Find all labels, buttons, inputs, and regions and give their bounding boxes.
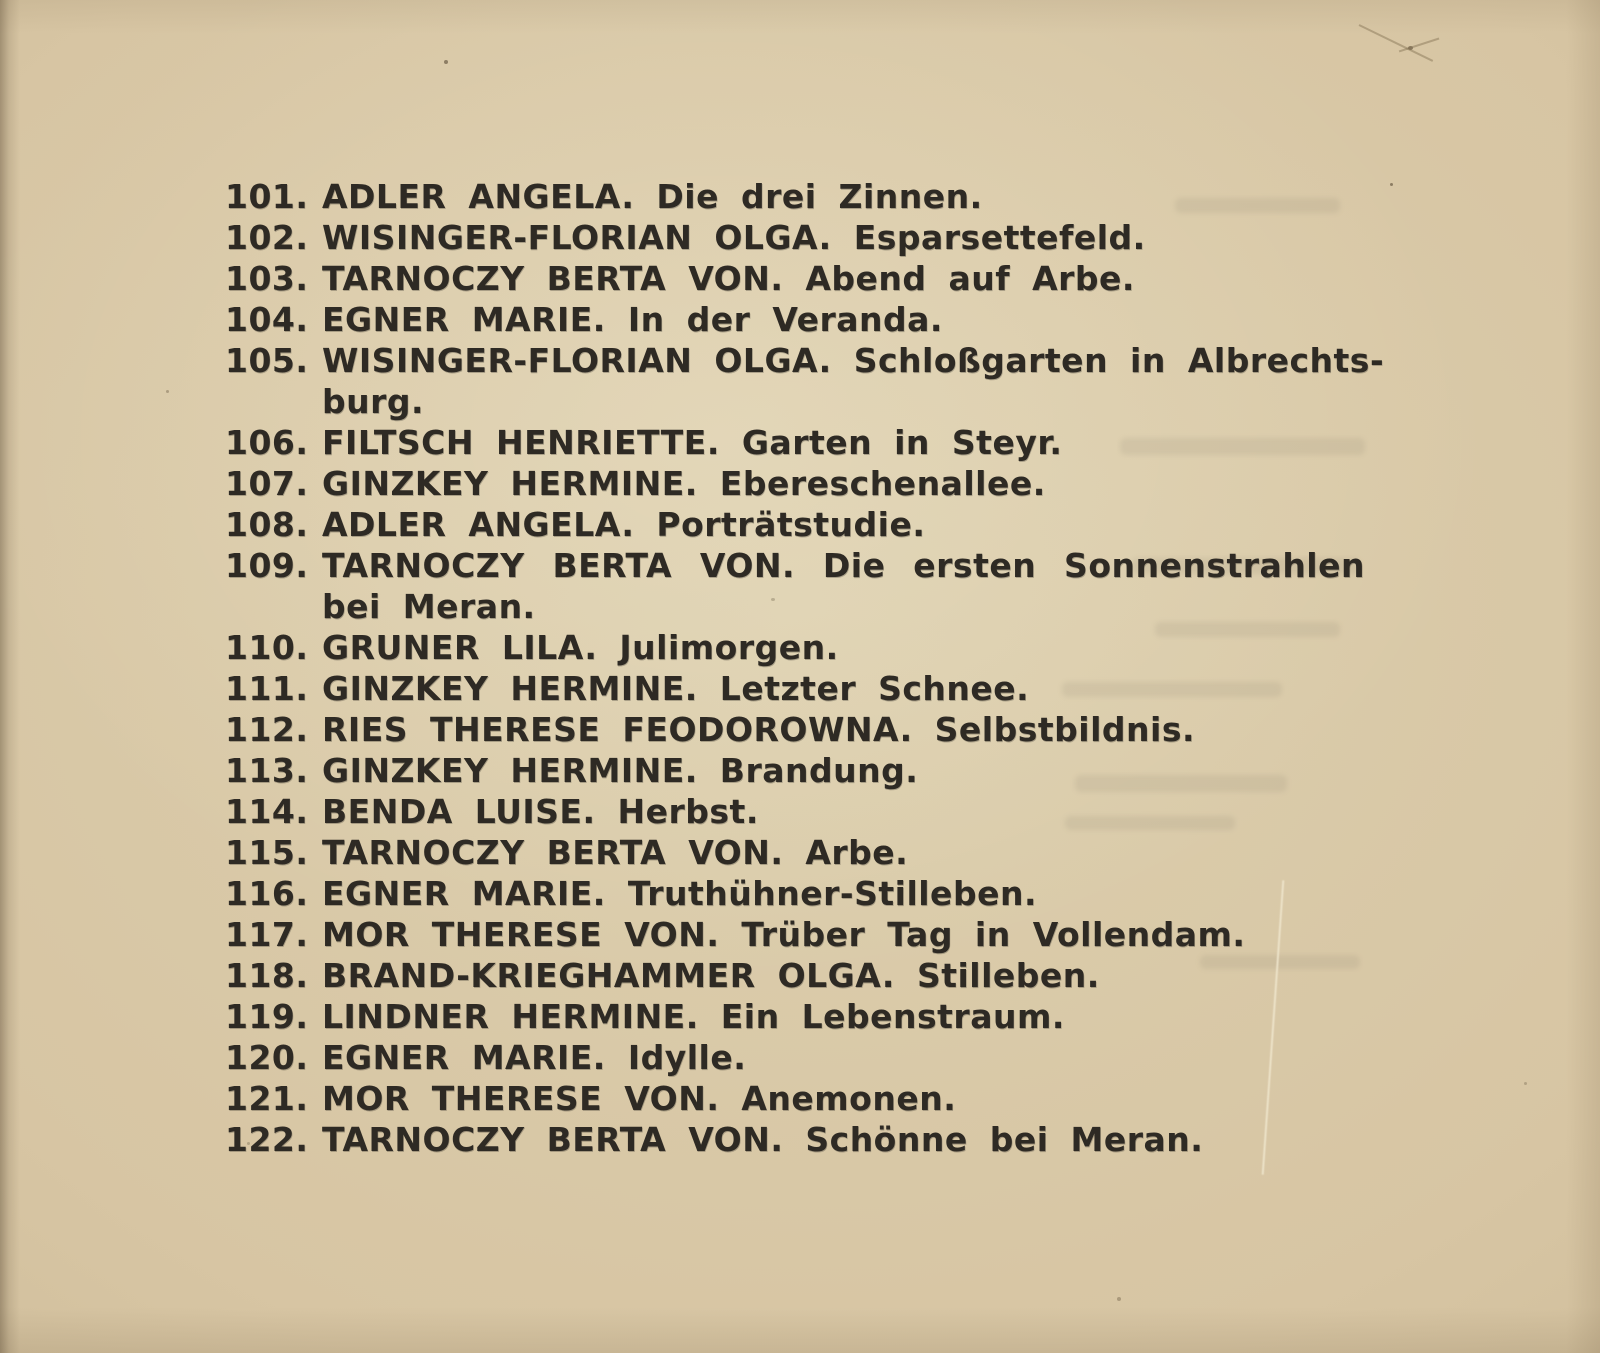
entry-text (322, 750, 1365, 791)
entry-number: 119. (225, 997, 309, 1036)
entry-number: 103. (225, 259, 309, 298)
entry-number: 114. (225, 792, 309, 831)
artwork-title: Truthühner-Stilleben. (605, 874, 1037, 913)
list-item (225, 873, 1365, 914)
artwork-title: Porträtstudie. (634, 505, 926, 544)
artwork-title: Ein Lebenstraum. (698, 997, 1065, 1036)
artwork-title: Garten in Steyr. (719, 423, 1063, 462)
entry-text (322, 1037, 1365, 1078)
artwork-title: In der Veranda. (605, 300, 943, 339)
artwork-title: Herbst. (595, 792, 759, 831)
list-item (225, 791, 1365, 832)
entry-text (322, 176, 1365, 217)
list-item (225, 914, 1365, 955)
artwork-title: Esparsettefeld. (831, 218, 1146, 257)
scratch-mark (1399, 38, 1439, 52)
paper-speck (1117, 1297, 1121, 1301)
list-item (225, 340, 1385, 422)
entry-number: 121. (225, 1079, 309, 1118)
entry-text (322, 996, 1365, 1037)
artwork-title: Julimorgen. (597, 628, 839, 667)
entry-text (322, 709, 1365, 750)
artist-name: BRAND-KRIEGHAMMER OLGA. (322, 956, 895, 995)
artist-name: LINDNER HERMINE. (322, 997, 699, 1036)
list-item (225, 709, 1365, 750)
artwork-title: Ebereschenallee. (697, 464, 1046, 503)
list-item (225, 668, 1365, 709)
entry-text (322, 340, 1385, 422)
entry-number: 101. (225, 177, 309, 216)
entry-number: 105. (225, 341, 309, 380)
entry-text (322, 299, 1365, 340)
artist-name: ADLER ANGELA. (322, 177, 635, 216)
paper-speck (166, 390, 169, 393)
artist-name: WISINGER-FLORIAN OLGA. (322, 218, 832, 257)
entry-number: 108. (225, 505, 309, 544)
entry-line-continuation: burg. (322, 382, 425, 421)
artist-name: TARNOCZY BERTA VON. (322, 833, 784, 872)
artist-name: MOR THERESE VON. (322, 915, 720, 954)
entry-text (322, 832, 1365, 873)
entry-text (322, 668, 1365, 709)
list-item (225, 1078, 1365, 1119)
entry-text (322, 873, 1365, 914)
entry-line: WISINGER-FLORIAN OLGA. Schloßgarten in Albrechts- (322, 341, 1385, 380)
entry-number: 109. (225, 546, 309, 585)
entry-number: 107. (225, 464, 309, 503)
catalog-list (225, 176, 1385, 1160)
entry-text (322, 422, 1365, 463)
entry-text (322, 914, 1365, 955)
artist-name: EGNER MARIE. (322, 1038, 606, 1077)
list-item (225, 996, 1365, 1037)
entry-number: 122. (225, 1120, 309, 1159)
list-item (225, 955, 1365, 996)
entry-text (322, 1119, 1365, 1160)
artwork-title: Idylle. (605, 1038, 747, 1077)
entry-number: 111. (225, 669, 309, 708)
artwork-title: Arbe. (783, 833, 909, 872)
artwork-title: Die drei Zinnen. (634, 177, 983, 216)
list-item (225, 504, 1365, 545)
artwork-title: Schönne bei Meran. (783, 1120, 1204, 1159)
entry-text (322, 258, 1365, 299)
artist-name: TARNOCZY BERTA VON. (322, 1120, 784, 1159)
entry-number: 116. (225, 874, 309, 913)
entry-number: 104. (225, 300, 309, 339)
entry-number: 115. (225, 833, 309, 872)
entry-number: 106. (225, 423, 309, 462)
entry-text (322, 463, 1365, 504)
artwork-title: Stilleben. (894, 956, 1100, 995)
list-item (225, 750, 1365, 791)
list-item (225, 1119, 1365, 1160)
artist-name: GINZKEY HERMINE. (322, 464, 698, 503)
artist-name: RIES THERESE FEODOROWNA. (322, 710, 913, 749)
entry-text (322, 955, 1365, 996)
artist-name: EGNER MARIE. (322, 874, 606, 913)
artist-name: TARNOCZY BERTA VON. (322, 259, 784, 298)
artwork-title: Trüber Tag in Vollendam. (719, 915, 1246, 954)
entry-text (322, 1078, 1365, 1119)
entry-number: 110. (225, 628, 309, 667)
artist-name: EGNER MARIE. (322, 300, 606, 339)
list-item (225, 832, 1365, 873)
entry-line: TARNOCZY BERTA VON. Die ersten Sonnenstrahlen (322, 546, 1365, 585)
artwork-title: Abend auf Arbe. (783, 259, 1135, 298)
list-item (225, 463, 1365, 504)
artist-name: ADLER ANGELA. (322, 505, 635, 544)
artist-name: GRUNER LILA. (322, 628, 598, 667)
artwork-title: Selbstbildnis. (912, 710, 1196, 749)
artist-name: FILTSCH HENRIETTE. (322, 423, 720, 462)
artwork-title: Brandung. (697, 751, 919, 790)
entry-text (322, 217, 1365, 258)
entry-text (322, 504, 1365, 545)
entry-text (322, 545, 1365, 627)
paper-speck (1390, 183, 1393, 186)
artwork-title: Letzter Schnee. (697, 669, 1030, 708)
entry-text (322, 791, 1365, 832)
entry-number: 118. (225, 956, 309, 995)
list-item (225, 176, 1365, 217)
list-item (225, 258, 1365, 299)
list-item (225, 545, 1365, 627)
paper-speck (1524, 1082, 1527, 1085)
entry-number: 120. (225, 1038, 309, 1077)
list-item (225, 299, 1365, 340)
entry-line-continuation: bei Meran. (322, 587, 536, 626)
entry-number: 102. (225, 218, 309, 257)
list-item (225, 627, 1365, 668)
list-item (225, 217, 1365, 258)
artist-name: GINZKEY HERMINE. (322, 751, 698, 790)
list-item (225, 1037, 1365, 1078)
artist-name: BENDA LUISE. (322, 792, 596, 831)
paper-speck (444, 60, 448, 64)
entry-number: 113. (225, 751, 309, 790)
entry-text (322, 627, 1365, 668)
entry-number: 112. (225, 710, 309, 749)
entry-number: 117. (225, 915, 309, 954)
artist-name: MOR THERESE VON. (322, 1079, 720, 1118)
artist-name: GINZKEY HERMINE. (322, 669, 698, 708)
artwork-title: Anemonen. (719, 1079, 957, 1118)
list-item (225, 422, 1365, 463)
